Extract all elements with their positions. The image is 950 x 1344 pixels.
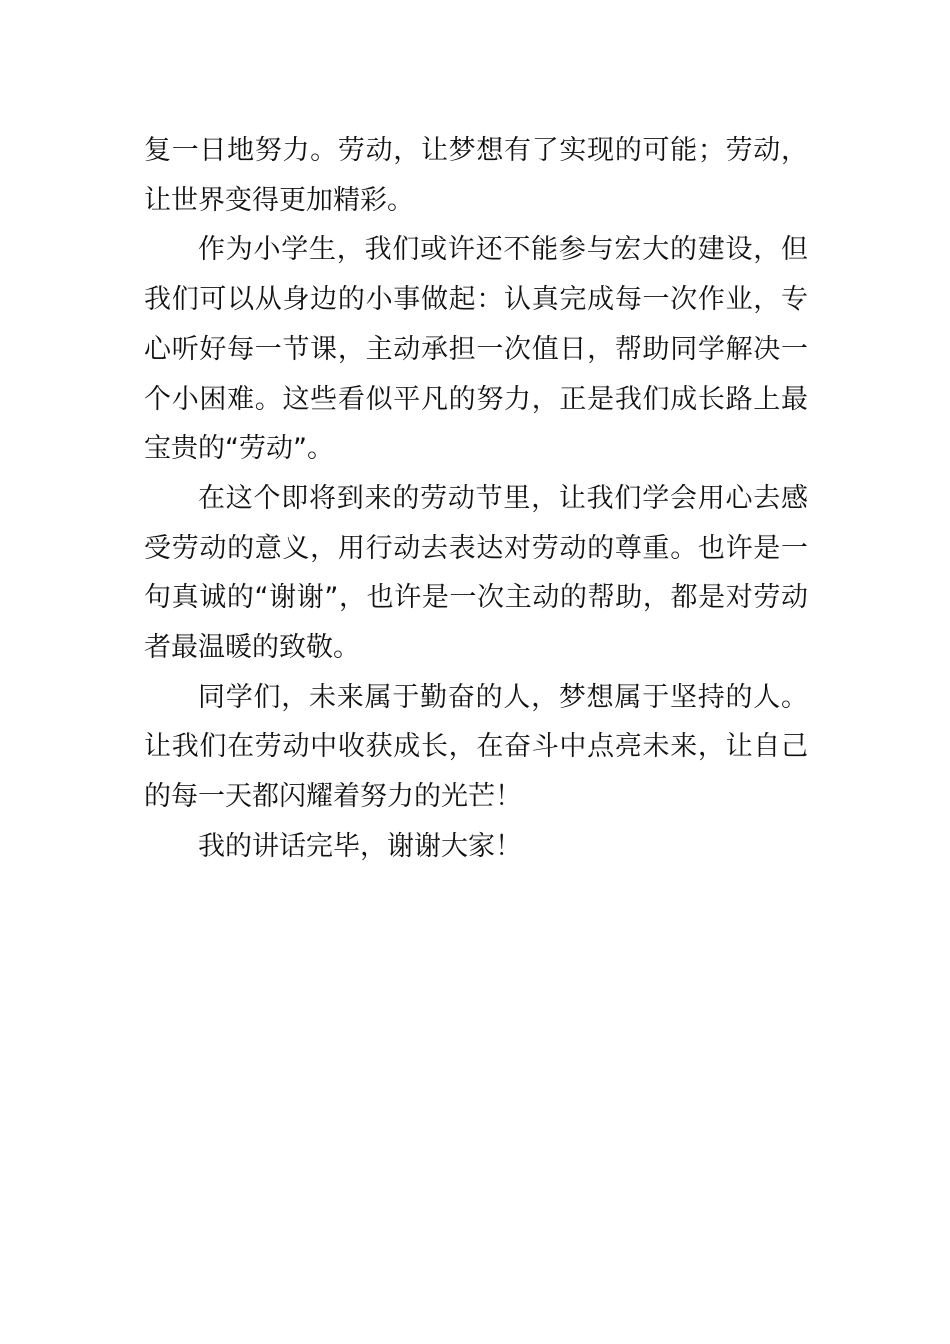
paragraph-labor-day: 在这个即将到来的劳动节里，让我们学会用心去感受劳动的意义，用行动去表达对劳动的尊重。也许是一句真诚的“谢谢”，也许是一次主动的帮助，都是对劳动者最温暖的致敬。 — [144, 482, 808, 664]
document-page — [144, 126, 808, 872]
paragraph-closing: 我的讲话完毕，谢谢大家！ — [198, 830, 522, 862]
paragraph-student-effort: 作为小学生，我们或许还不能参与宏大的建设，但我们可以从身边的小事做起：认真完成每一次作业，专心听好每一节课，主动承担一次值日，帮助同学解决一个小困难。这些看似平凡的努力，正是我们成长路上最宝贵的“劳动”。 — [144, 234, 808, 465]
paragraph-future: 同学们，未来属于勤奋的人，梦想属于坚持的人。让我们在劳动中收获成长，在奋斗中点亮未来，让自己的每一天都闪耀着努力的光芒！ — [144, 681, 808, 813]
paragraph-continuation: 复一日地努力。劳动，让梦想有了实现的可能；劳动，让世界变得更加精彩。 — [144, 135, 808, 216]
